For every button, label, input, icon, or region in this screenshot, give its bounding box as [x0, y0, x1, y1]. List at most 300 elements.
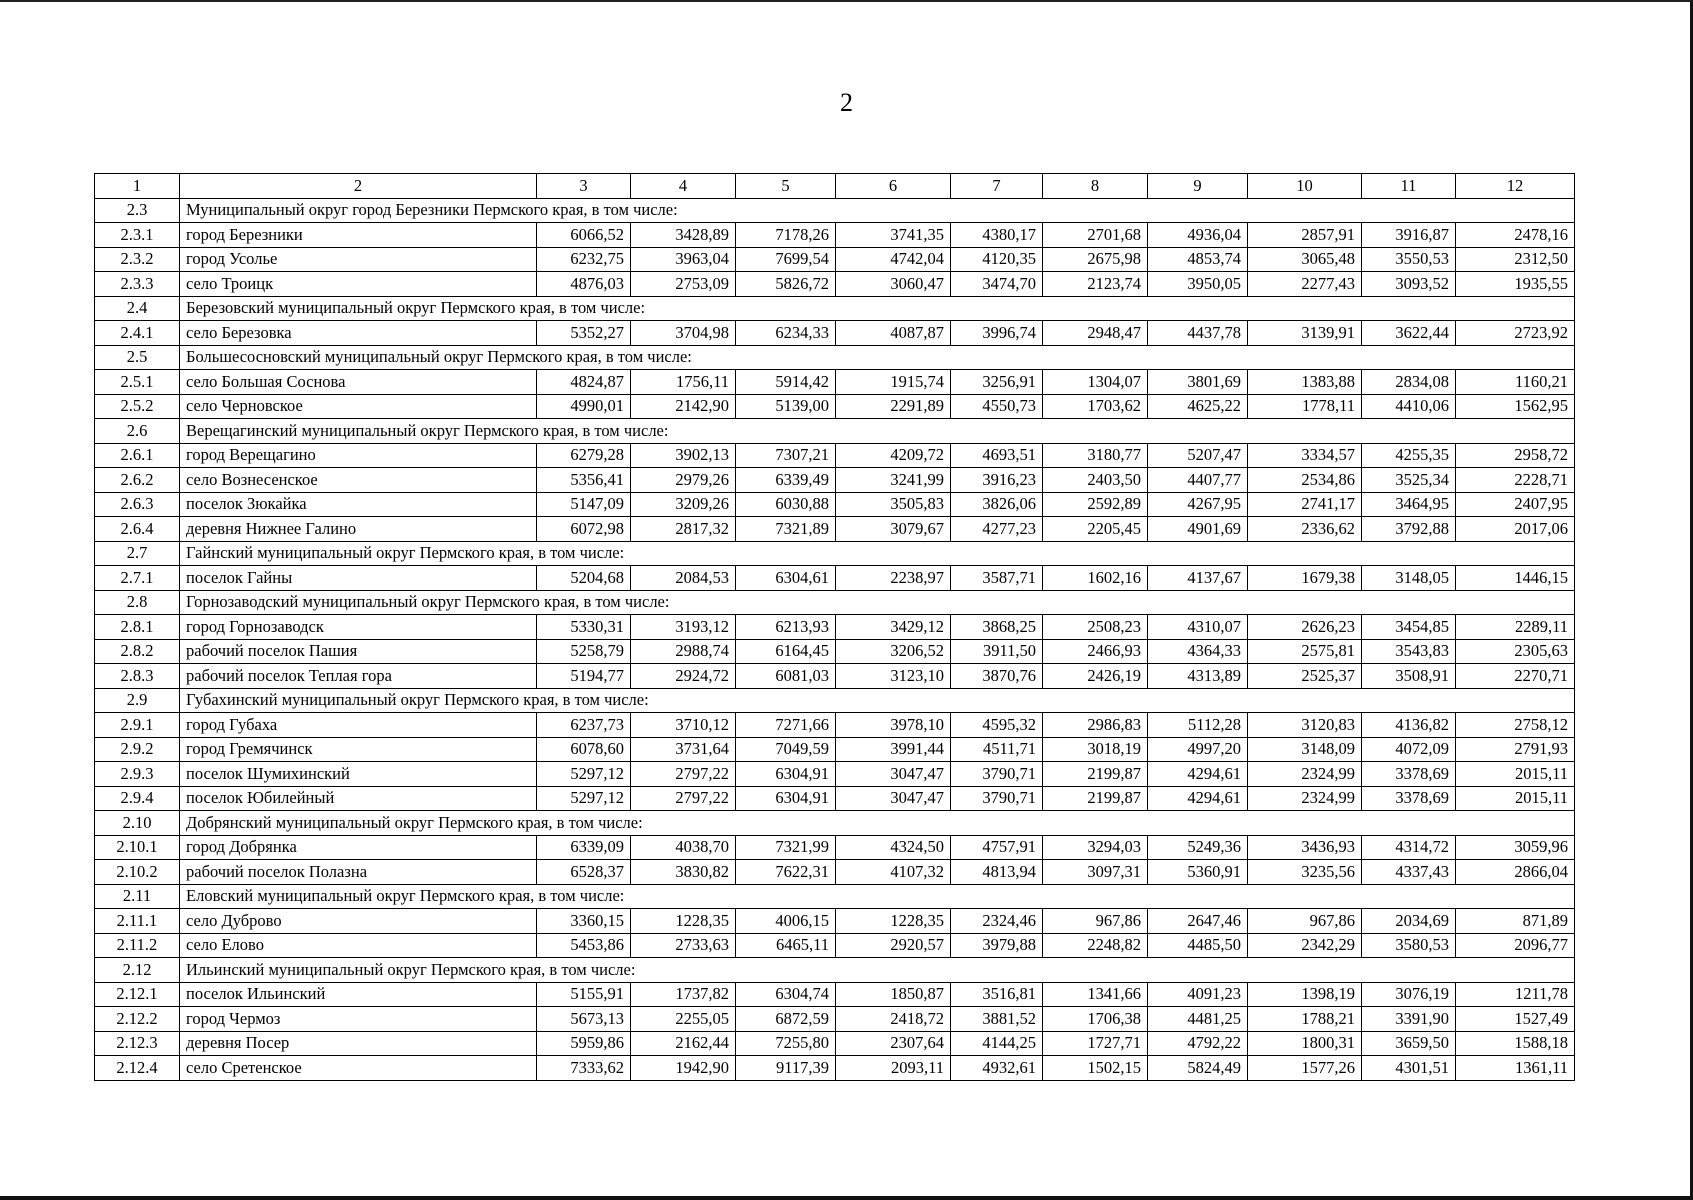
value-cell: 4410,06	[1362, 394, 1456, 419]
value-cell: 5147,09	[537, 492, 631, 517]
value-cell: 3790,71	[951, 762, 1043, 787]
value-cell: 4595,32	[951, 713, 1043, 738]
value-cell: 4742,04	[836, 247, 951, 272]
row-code: 2.8.3	[95, 664, 180, 689]
value-cell: 6164,45	[736, 639, 836, 664]
value-cell: 4314,72	[1362, 835, 1456, 860]
value-cell: 6304,91	[736, 786, 836, 811]
value-cell: 2418,72	[836, 1007, 951, 1032]
value-cell: 1577,26	[1248, 1056, 1362, 1081]
table-row	[95, 639, 1575, 664]
value-cell: 3060,47	[836, 272, 951, 297]
section-title: Ильинский муниципальный округ Пермского края, в том числе:	[180, 958, 1575, 983]
value-cell: 3870,76	[951, 664, 1043, 689]
table-row	[95, 1007, 1575, 1032]
value-cell: 5959,86	[537, 1031, 631, 1056]
table-row	[95, 933, 1575, 958]
value-cell: 4936,04	[1148, 223, 1248, 248]
value-cell: 3991,44	[836, 737, 951, 762]
value-cell: 2958,72	[1456, 443, 1575, 468]
value-cell: 1383,88	[1248, 370, 1362, 395]
value-cell: 3741,35	[836, 223, 951, 248]
value-cell: 1935,55	[1456, 272, 1575, 297]
value-cell: 1778,11	[1248, 394, 1362, 419]
value-cell: 2478,16	[1456, 223, 1575, 248]
value-cell: 3047,47	[836, 762, 951, 787]
value-cell: 5258,79	[537, 639, 631, 664]
value-cell: 1562,95	[1456, 394, 1575, 419]
value-cell: 4038,70	[631, 835, 736, 860]
column-header: 8	[1043, 174, 1148, 199]
value-cell: 5453,86	[537, 933, 631, 958]
value-cell: 4437,78	[1148, 321, 1248, 346]
value-cell: 7321,99	[736, 835, 836, 860]
value-cell: 4990,01	[537, 394, 631, 419]
value-cell: 2426,19	[1043, 664, 1148, 689]
value-cell: 1850,87	[836, 982, 951, 1007]
value-cell: 5330,31	[537, 615, 631, 640]
column-header: 11	[1362, 174, 1456, 199]
value-cell: 2857,91	[1248, 223, 1362, 248]
value-cell: 4137,67	[1148, 566, 1248, 591]
table-row	[95, 321, 1575, 346]
value-cell: 4876,03	[537, 272, 631, 297]
value-cell: 3790,71	[951, 786, 1043, 811]
row-code: 2.5.1	[95, 370, 180, 395]
value-cell: 1527,49	[1456, 1007, 1575, 1032]
table-row	[95, 982, 1575, 1007]
rates-table	[94, 173, 1575, 1081]
value-cell: 2834,08	[1362, 370, 1456, 395]
value-cell: 4757,91	[951, 835, 1043, 860]
table-row	[95, 737, 1575, 762]
value-cell: 2289,11	[1456, 615, 1575, 640]
value-cell: 4407,77	[1148, 468, 1248, 493]
value-cell: 1800,31	[1248, 1031, 1362, 1056]
value-cell: 4511,71	[951, 737, 1043, 762]
value-cell: 4294,61	[1148, 762, 1248, 787]
section-title: Большесосновский муниципальный округ Пермского края, в том числе:	[180, 345, 1575, 370]
row-code: 2.9.4	[95, 786, 180, 811]
value-cell: 2255,05	[631, 1007, 736, 1032]
value-cell: 2534,86	[1248, 468, 1362, 493]
column-header: 3	[537, 174, 631, 199]
value-cell: 2626,23	[1248, 615, 1362, 640]
value-cell: 3235,56	[1248, 860, 1362, 885]
column-header: 4	[631, 174, 736, 199]
value-cell: 3516,81	[951, 982, 1043, 1007]
table-row	[95, 272, 1575, 297]
page-number: 2	[840, 88, 853, 117]
value-cell: 3587,71	[951, 566, 1043, 591]
value-cell: 1788,21	[1248, 1007, 1362, 1032]
value-cell: 1588,18	[1456, 1031, 1575, 1056]
value-cell: 2466,93	[1043, 639, 1148, 664]
value-cell: 1915,74	[836, 370, 951, 395]
row-code: 2.7.1	[95, 566, 180, 591]
column-header: 5	[736, 174, 836, 199]
value-cell: 2592,89	[1043, 492, 1148, 517]
value-cell: 4364,33	[1148, 639, 1248, 664]
table-row	[95, 1056, 1575, 1081]
value-cell: 4107,32	[836, 860, 951, 885]
value-cell: 3209,26	[631, 492, 736, 517]
value-cell: 7699,54	[736, 247, 836, 272]
row-code: 2.6.4	[95, 517, 180, 542]
value-cell: 1602,16	[1043, 566, 1148, 591]
value-cell: 1228,35	[631, 909, 736, 934]
settlement-name: город Добрянка	[180, 835, 537, 860]
row-code: 2.9.1	[95, 713, 180, 738]
column-header: 2	[180, 174, 537, 199]
column-header: 10	[1248, 174, 1362, 199]
value-cell: 1502,15	[1043, 1056, 1148, 1081]
value-cell: 6304,61	[736, 566, 836, 591]
value-cell: 4255,35	[1362, 443, 1456, 468]
value-cell: 3148,09	[1248, 737, 1362, 762]
value-cell: 3622,44	[1362, 321, 1456, 346]
table-row	[95, 394, 1575, 419]
value-cell: 2142,90	[631, 394, 736, 419]
table-row	[95, 786, 1575, 811]
value-cell: 2324,99	[1248, 762, 1362, 787]
value-cell: 871,89	[1456, 909, 1575, 934]
section-title: Муниципальный округ город Березники Пермского края, в том числе:	[180, 198, 1575, 223]
settlement-name: город Чермоз	[180, 1007, 537, 1032]
table-row	[95, 443, 1575, 468]
value-cell: 4481,25	[1148, 1007, 1248, 1032]
value-cell: 2305,63	[1456, 639, 1575, 664]
value-cell: 4136,82	[1362, 713, 1456, 738]
row-code: 2.12.2	[95, 1007, 180, 1032]
value-cell: 2248,82	[1043, 933, 1148, 958]
table-row	[95, 713, 1575, 738]
value-cell: 3792,88	[1362, 517, 1456, 542]
value-cell: 2277,43	[1248, 272, 1362, 297]
value-cell: 6465,11	[736, 933, 836, 958]
row-code: 2.10.1	[95, 835, 180, 860]
row-code: 2.9.3	[95, 762, 180, 787]
value-cell: 4485,50	[1148, 933, 1248, 958]
value-cell: 3334,57	[1248, 443, 1362, 468]
value-cell: 5297,12	[537, 786, 631, 811]
value-cell: 1727,71	[1043, 1031, 1148, 1056]
settlement-name: деревня Посер	[180, 1031, 537, 1056]
value-cell: 3950,05	[1148, 272, 1248, 297]
value-cell: 5139,00	[736, 394, 836, 419]
row-code: 2.6.3	[95, 492, 180, 517]
value-cell: 2741,17	[1248, 492, 1362, 517]
value-cell: 3059,96	[1456, 835, 1575, 860]
section-title: Гайнский муниципальный округ Пермского края, в том числе:	[180, 541, 1575, 566]
table-row	[95, 909, 1575, 934]
value-cell: 1679,38	[1248, 566, 1362, 591]
value-cell: 2525,37	[1248, 664, 1362, 689]
row-code: 2.11.2	[95, 933, 180, 958]
table-row	[95, 566, 1575, 591]
settlement-name: город Гремячинск	[180, 737, 537, 762]
value-cell: 7321,89	[736, 517, 836, 542]
value-cell: 2336,62	[1248, 517, 1362, 542]
value-cell: 4997,20	[1148, 737, 1248, 762]
row-code: 2.12.4	[95, 1056, 180, 1081]
row-code: 2.7	[95, 541, 180, 566]
value-cell: 2015,11	[1456, 786, 1575, 811]
value-cell: 3868,25	[951, 615, 1043, 640]
settlement-name: поселок Юбилейный	[180, 786, 537, 811]
value-cell: 3543,83	[1362, 639, 1456, 664]
settlement-name: село Елово	[180, 933, 537, 958]
value-cell: 3916,87	[1362, 223, 1456, 248]
value-cell: 967,86	[1248, 909, 1362, 934]
value-cell: 1160,21	[1456, 370, 1575, 395]
section-row	[95, 198, 1575, 223]
settlement-name: деревня Нижнее Галино	[180, 517, 537, 542]
value-cell: 2508,23	[1043, 615, 1148, 640]
value-cell: 3911,50	[951, 639, 1043, 664]
settlement-name: село Дуброво	[180, 909, 537, 934]
value-cell: 7271,66	[736, 713, 836, 738]
value-cell: 7049,59	[736, 737, 836, 762]
value-cell: 3076,19	[1362, 982, 1456, 1007]
value-cell: 1703,62	[1043, 394, 1148, 419]
value-cell: 1942,90	[631, 1056, 736, 1081]
row-code: 2.6.1	[95, 443, 180, 468]
row-code: 2.8.2	[95, 639, 180, 664]
value-cell: 4792,22	[1148, 1031, 1248, 1056]
table-row	[95, 492, 1575, 517]
settlement-name: рабочий поселок Теплая гора	[180, 664, 537, 689]
value-cell: 3731,64	[631, 737, 736, 762]
value-cell: 2403,50	[1043, 468, 1148, 493]
value-cell: 4550,73	[951, 394, 1043, 419]
value-cell: 5249,36	[1148, 835, 1248, 860]
value-cell: 6304,91	[736, 762, 836, 787]
value-cell: 3550,53	[1362, 247, 1456, 272]
value-cell: 2034,69	[1362, 909, 1456, 934]
row-code: 2.10.2	[95, 860, 180, 885]
row-code: 2.8	[95, 590, 180, 615]
value-cell: 2723,92	[1456, 321, 1575, 346]
value-cell: 4310,07	[1148, 615, 1248, 640]
row-code: 2.6	[95, 419, 180, 444]
value-cell: 2238,97	[836, 566, 951, 591]
value-cell: 5826,72	[736, 272, 836, 297]
row-code: 2.5	[95, 345, 180, 370]
value-cell: 6078,60	[537, 737, 631, 762]
settlement-name: поселок Гайны	[180, 566, 537, 591]
section-title: Еловский муниципальный округ Пермского края, в том числе:	[180, 884, 1575, 909]
value-cell: 2015,11	[1456, 762, 1575, 787]
value-cell: 4824,87	[537, 370, 631, 395]
value-cell: 3256,91	[951, 370, 1043, 395]
value-cell: 2162,44	[631, 1031, 736, 1056]
value-cell: 6213,93	[736, 615, 836, 640]
value-cell: 2096,77	[1456, 933, 1575, 958]
row-code: 2.3	[95, 198, 180, 223]
value-cell: 3508,91	[1362, 664, 1456, 689]
value-cell: 2324,46	[951, 909, 1043, 934]
value-cell: 5914,42	[736, 370, 836, 395]
value-cell: 3801,69	[1148, 370, 1248, 395]
value-cell: 2199,87	[1043, 786, 1148, 811]
value-cell: 3193,12	[631, 615, 736, 640]
value-cell: 6872,59	[736, 1007, 836, 1032]
section-title: Березовский муниципальный округ Пермского края, в том числе:	[180, 296, 1575, 321]
value-cell: 4209,72	[836, 443, 951, 468]
value-cell: 6528,37	[537, 860, 631, 885]
section-row	[95, 590, 1575, 615]
value-cell: 3360,15	[537, 909, 631, 934]
value-cell: 4324,50	[836, 835, 951, 860]
table-row	[95, 468, 1575, 493]
value-cell: 3525,34	[1362, 468, 1456, 493]
value-cell: 2988,74	[631, 639, 736, 664]
value-cell: 4294,61	[1148, 786, 1248, 811]
value-cell: 4144,25	[951, 1031, 1043, 1056]
value-cell: 1228,35	[836, 909, 951, 934]
value-cell: 3120,83	[1248, 713, 1362, 738]
value-cell: 4120,35	[951, 247, 1043, 272]
value-cell: 4006,15	[736, 909, 836, 934]
settlement-name: рабочий поселок Пашия	[180, 639, 537, 664]
value-cell: 6234,33	[736, 321, 836, 346]
value-cell: 2701,68	[1043, 223, 1148, 248]
value-cell: 2758,12	[1456, 713, 1575, 738]
section-row	[95, 345, 1575, 370]
row-code: 2.4.1	[95, 321, 180, 346]
value-cell: 3704,98	[631, 321, 736, 346]
value-cell: 5356,41	[537, 468, 631, 493]
value-cell: 2291,89	[836, 394, 951, 419]
value-cell: 2733,63	[631, 933, 736, 958]
table-row	[95, 860, 1575, 885]
value-cell: 7178,26	[736, 223, 836, 248]
value-cell: 3996,74	[951, 321, 1043, 346]
value-cell: 1211,78	[1456, 982, 1575, 1007]
settlement-name: город Губаха	[180, 713, 537, 738]
value-cell: 1398,19	[1248, 982, 1362, 1007]
value-cell: 6237,73	[537, 713, 631, 738]
value-cell: 7333,62	[537, 1056, 631, 1081]
table-row	[95, 664, 1575, 689]
value-cell: 6030,88	[736, 492, 836, 517]
value-cell: 3294,03	[1043, 835, 1148, 860]
value-cell: 3710,12	[631, 713, 736, 738]
settlement-name: село Большая Соснова	[180, 370, 537, 395]
section-title: Верещагинский муниципальный округ Пермского края, в том числе:	[180, 419, 1575, 444]
value-cell: 1756,11	[631, 370, 736, 395]
value-cell: 6072,98	[537, 517, 631, 542]
settlement-name: село Сретенское	[180, 1056, 537, 1081]
value-cell: 4901,69	[1148, 517, 1248, 542]
value-cell: 3902,13	[631, 443, 736, 468]
value-cell: 3206,52	[836, 639, 951, 664]
section-row	[95, 688, 1575, 713]
value-cell: 5360,91	[1148, 860, 1248, 885]
row-code: 2.4	[95, 296, 180, 321]
value-cell: 4337,43	[1362, 860, 1456, 885]
value-cell: 3139,91	[1248, 321, 1362, 346]
settlement-name: город Горнозаводск	[180, 615, 537, 640]
value-cell: 3464,95	[1362, 492, 1456, 517]
row-code: 2.10	[95, 811, 180, 836]
row-code: 2.3.1	[95, 223, 180, 248]
column-header: 6	[836, 174, 951, 199]
column-header: 7	[951, 174, 1043, 199]
value-cell: 967,86	[1043, 909, 1148, 934]
value-cell: 3454,85	[1362, 615, 1456, 640]
settlement-name: город Верещагино	[180, 443, 537, 468]
value-cell: 3123,10	[836, 664, 951, 689]
row-code: 2.12	[95, 958, 180, 983]
settlement-name: поселок Зюкайка	[180, 492, 537, 517]
value-cell: 4380,17	[951, 223, 1043, 248]
table-row	[95, 835, 1575, 860]
value-cell: 2093,11	[836, 1056, 951, 1081]
value-cell: 2647,46	[1148, 909, 1248, 934]
settlement-name: поселок Ильинский	[180, 982, 537, 1007]
value-cell: 4853,74	[1148, 247, 1248, 272]
value-cell: 9117,39	[736, 1056, 836, 1081]
value-cell: 2312,50	[1456, 247, 1575, 272]
value-cell: 2270,71	[1456, 664, 1575, 689]
value-cell: 2797,22	[631, 786, 736, 811]
row-code: 2.9	[95, 688, 180, 713]
section-title: Губахинский муниципальный округ Пермского края, в том числе:	[180, 688, 1575, 713]
value-cell: 4277,23	[951, 517, 1043, 542]
value-cell: 2817,32	[631, 517, 736, 542]
table-row	[95, 762, 1575, 787]
value-cell: 2324,99	[1248, 786, 1362, 811]
value-cell: 7255,80	[736, 1031, 836, 1056]
value-cell: 3241,99	[836, 468, 951, 493]
value-cell: 3580,53	[1362, 933, 1456, 958]
value-cell: 2866,04	[1456, 860, 1575, 885]
value-cell: 2979,26	[631, 468, 736, 493]
value-cell: 1304,07	[1043, 370, 1148, 395]
value-cell: 2753,09	[631, 272, 736, 297]
table-row	[95, 247, 1575, 272]
value-cell: 2948,47	[1043, 321, 1148, 346]
row-code: 2.12.1	[95, 982, 180, 1007]
value-cell: 1446,15	[1456, 566, 1575, 591]
settlement-name: город Усолье	[180, 247, 537, 272]
section-title: Добрянский муниципальный округ Пермского края, в том числе:	[180, 811, 1575, 836]
value-cell: 5673,13	[537, 1007, 631, 1032]
row-code: 2.5.2	[95, 394, 180, 419]
value-cell: 5207,47	[1148, 443, 1248, 468]
value-cell: 3881,52	[951, 1007, 1043, 1032]
value-cell: 5194,77	[537, 664, 631, 689]
value-cell: 3963,04	[631, 247, 736, 272]
value-cell: 3378,69	[1362, 786, 1456, 811]
value-cell: 3659,50	[1362, 1031, 1456, 1056]
value-cell: 4932,61	[951, 1056, 1043, 1081]
value-cell: 4301,51	[1362, 1056, 1456, 1081]
settlement-name: село Черновское	[180, 394, 537, 419]
value-cell: 3505,83	[836, 492, 951, 517]
value-cell: 2017,06	[1456, 517, 1575, 542]
settlement-name: село Троицк	[180, 272, 537, 297]
value-cell: 3979,88	[951, 933, 1043, 958]
settlement-name: село Березовка	[180, 321, 537, 346]
value-cell: 5112,28	[1148, 713, 1248, 738]
row-code: 2.3.2	[95, 247, 180, 272]
value-cell: 4313,89	[1148, 664, 1248, 689]
value-cell: 6339,09	[537, 835, 631, 860]
value-cell: 3391,90	[1362, 1007, 1456, 1032]
